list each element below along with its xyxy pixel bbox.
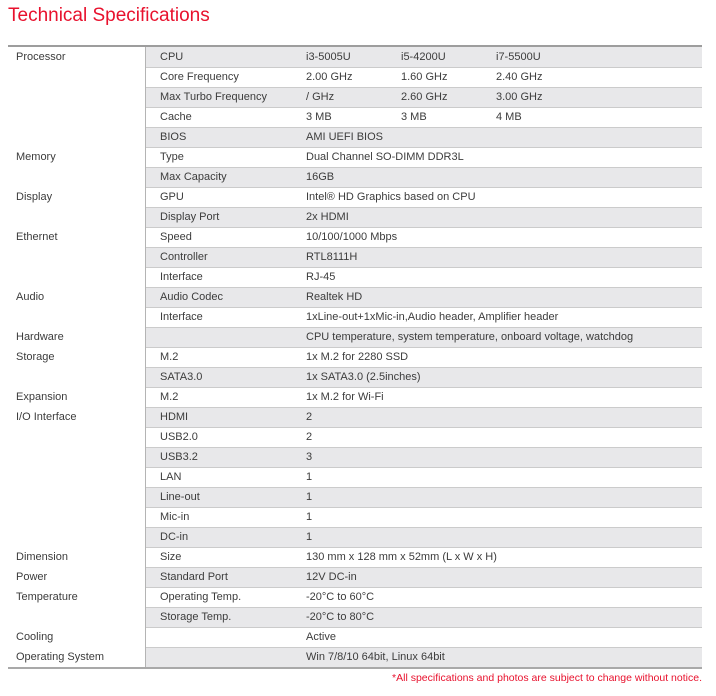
table-row: [8, 367, 702, 387]
category-cell: [8, 167, 145, 187]
spec-cells: [145, 327, 702, 347]
table-row: [8, 647, 702, 667]
spec-values: [306, 127, 702, 147]
category-cell: [8, 447, 145, 467]
spec-label: [146, 327, 306, 347]
spec-values: [306, 527, 702, 547]
spec-value: 1: [306, 531, 313, 543]
spec-values: [306, 287, 702, 307]
spec-label: Display Port: [160, 211, 220, 223]
spec-value: 2: [306, 411, 313, 423]
spec-cells: [145, 567, 702, 587]
spec-table: [8, 45, 702, 669]
spec-values: [306, 227, 702, 247]
spec-cells: [145, 427, 702, 447]
table-row: [8, 387, 702, 407]
spec-cells: [145, 447, 702, 467]
category-cell: [8, 427, 145, 447]
spec-value: 1.60 GHz: [401, 71, 448, 83]
category-cell: Processor: [8, 47, 145, 67]
table-row: [8, 527, 702, 547]
spec-cells: [145, 487, 702, 507]
spec-value: 2x HDMI: [306, 211, 349, 223]
spec-value: AMI UEFI BIOS: [306, 131, 384, 143]
spec-cells: [145, 347, 702, 367]
spec-cells: [145, 147, 702, 167]
page-title: Technical Specifications: [8, 5, 210, 26]
category-cell: [8, 267, 145, 287]
spec-cells: [145, 187, 702, 207]
spec-value: 130 mm x 128 mm x 52mm (L x W x H): [306, 551, 497, 563]
table-row: [8, 407, 702, 427]
category-cell: Cooling: [8, 627, 145, 647]
table-row: [8, 627, 702, 647]
spec-label: Line-out: [160, 491, 200, 503]
spec-cells: [145, 647, 702, 667]
spec-label: Type: [160, 151, 184, 163]
table-row: [8, 207, 702, 227]
spec-values: [306, 547, 702, 567]
spec-cells: [145, 587, 702, 607]
spec-label: [146, 627, 306, 647]
spec-value: 12V DC-in: [306, 571, 357, 583]
table-row: [8, 167, 702, 187]
spec-cells: [145, 367, 702, 387]
spec-value: Active: [306, 631, 336, 643]
spec-value: Intel® HD Graphics based on CPU: [306, 191, 476, 203]
category-cell: [8, 467, 145, 487]
spec-label: USB2.0: [160, 431, 198, 443]
spec-label: Standard Port: [160, 571, 228, 583]
table-row: [8, 507, 702, 527]
spec-value: 3 MB: [401, 111, 427, 123]
spec-values: [306, 387, 702, 407]
spec-value: -20°C to 60°C: [306, 591, 375, 603]
spec-label: Max Turbo Frequency: [160, 91, 267, 103]
spec-values: [306, 487, 702, 507]
spec-value: 1: [306, 471, 313, 483]
spec-values: [306, 327, 702, 347]
spec-value: 3: [306, 451, 313, 463]
spec-label: LAN: [160, 471, 182, 483]
spec-label: CPU: [160, 51, 184, 63]
spec-value: 3 MB: [306, 111, 332, 123]
spec-label: Interface: [160, 311, 203, 323]
spec-value: 1x M.2 for Wi-Fi: [306, 391, 384, 403]
spec-values: [306, 207, 702, 227]
spec-cells: [145, 627, 702, 647]
spec-value: Realtek HD: [306, 291, 363, 303]
table-row: [8, 447, 702, 467]
spec-value: 1: [306, 511, 313, 523]
spec-value: -20°C to 80°C: [306, 611, 375, 623]
spec-value: 2: [306, 431, 313, 443]
table-row: [8, 307, 702, 327]
category-cell: [8, 507, 145, 527]
spec-values: [306, 167, 702, 187]
spec-cells: [145, 387, 702, 407]
table-row: [8, 427, 702, 447]
spec-value: Dual Channel SO-DIMM DDR3L: [306, 151, 464, 163]
table-row: [8, 107, 702, 127]
table-row: [8, 267, 702, 287]
category-cell: Operating System: [8, 647, 145, 667]
table-row: [8, 327, 702, 347]
category-cell: [8, 307, 145, 327]
table-row: [8, 187, 702, 207]
spec-cells: [145, 527, 702, 547]
spec-values: [306, 467, 702, 487]
spec-values: [306, 627, 702, 647]
spec-value: Win 7/8/10 64bit, Linux 64bit: [306, 651, 445, 663]
spec-label: Storage Temp.: [160, 611, 232, 623]
table-row: [8, 147, 702, 167]
spec-value: 16GB: [306, 171, 335, 183]
spec-value: 2.00 GHz: [306, 71, 353, 83]
spec-label: USB3.2: [160, 451, 198, 463]
spec-values: [306, 427, 702, 447]
category-cell: Ethernet: [8, 227, 145, 247]
spec-value: 2.60 GHz: [401, 91, 448, 103]
category-cell: Display: [8, 187, 145, 207]
spec-cells: [145, 47, 702, 67]
table-row: [8, 47, 702, 67]
spec-values: [306, 187, 702, 207]
table-row: [8, 587, 702, 607]
spec-values: [306, 647, 702, 667]
spec-values: [306, 67, 702, 87]
spec-cells: [145, 467, 702, 487]
spec-label: Cache: [160, 111, 192, 123]
spec-cells: [145, 307, 702, 327]
table-row: [8, 547, 702, 567]
spec-value: 4 MB: [496, 111, 522, 123]
spec-label: Controller: [160, 251, 208, 263]
category-cell: Storage: [8, 347, 145, 367]
spec-cells: [145, 287, 702, 307]
category-cell: [8, 527, 145, 547]
spec-value: i5-4200U: [401, 51, 446, 63]
spec-value: 1x SATA3.0 (2.5inches): [306, 371, 421, 383]
table-row: [8, 247, 702, 267]
category-cell: [8, 247, 145, 267]
spec-label: Mic-in: [160, 511, 190, 523]
spec-label: Interface: [160, 271, 203, 283]
table-row: [8, 607, 702, 627]
table-row: [8, 487, 702, 507]
table-row: [8, 67, 702, 87]
spec-value: i3-5005U: [306, 51, 351, 63]
table-row: [8, 87, 702, 107]
spec-value: 1xLine-out+1xMic-in,Audio header, Amplifier header: [306, 311, 559, 323]
category-cell: [8, 207, 145, 227]
table-row: [8, 227, 702, 247]
category-cell: [8, 367, 145, 387]
spec-values: [306, 407, 702, 427]
spec-label: Speed: [160, 231, 192, 243]
spec-values: [306, 607, 702, 627]
category-cell: [8, 107, 145, 127]
category-cell: Dimension: [8, 547, 145, 567]
spec-cells: [145, 547, 702, 567]
spec-values: [306, 307, 702, 327]
spec-values: [306, 87, 702, 107]
spec-label: SATA3.0: [160, 371, 203, 383]
category-cell: I/O Interface: [8, 407, 145, 427]
category-cell: Audio: [8, 287, 145, 307]
spec-label: M.2: [160, 391, 179, 403]
spec-values: [306, 507, 702, 527]
spec-values: [306, 367, 702, 387]
spec-label: Operating Temp.: [160, 591, 242, 603]
spec-cells: [145, 107, 702, 127]
spec-cells: [145, 67, 702, 87]
spec-value: 1: [306, 491, 313, 503]
spec-label: GPU: [160, 191, 184, 203]
spec-value: RJ-45: [306, 271, 336, 283]
spec-label: Max Capacity: [160, 171, 227, 183]
category-cell: [8, 607, 145, 627]
spec-label: Audio Codec: [160, 291, 223, 303]
spec-value: / GHz: [306, 91, 335, 103]
spec-values: [306, 47, 702, 67]
spec-cells: [145, 507, 702, 527]
spec-label: Size: [160, 551, 182, 563]
table-row: [8, 567, 702, 587]
spec-cells: [145, 127, 702, 147]
spec-cells: [145, 227, 702, 247]
spec-label: Core Frequency: [160, 71, 239, 83]
table-row: [8, 127, 702, 147]
spec-values: [306, 447, 702, 467]
spec-value: i7-5500U: [496, 51, 541, 63]
spec-values: [306, 267, 702, 287]
table-row: [8, 347, 702, 367]
spec-values: [306, 247, 702, 267]
spec-cells: [145, 407, 702, 427]
spec-values: [306, 567, 702, 587]
table-row: [8, 287, 702, 307]
spec-value: 2.40 GHz: [496, 71, 543, 83]
category-cell: [8, 67, 145, 87]
spec-cells: [145, 167, 702, 187]
spec-values: [306, 147, 702, 167]
spec-label: HDMI: [160, 411, 189, 423]
table-row: [8, 467, 702, 487]
category-cell: [8, 87, 145, 107]
spec-label: [146, 647, 306, 667]
spec-cells: [145, 87, 702, 107]
spec-cells: [145, 207, 702, 227]
category-cell: Hardware: [8, 327, 145, 347]
spec-value: 3.00 GHz: [496, 91, 543, 103]
category-cell: Expansion: [8, 387, 145, 407]
spec-cells: [145, 267, 702, 287]
spec-values: [306, 587, 702, 607]
spec-cells: [145, 247, 702, 267]
spec-label: M.2: [160, 351, 179, 363]
spec-value: RTL8111H: [306, 251, 358, 263]
spec-label: BIOS: [160, 131, 187, 143]
category-cell: Temperature: [8, 587, 145, 607]
spec-value: 10/100/1000 Mbps: [306, 231, 398, 243]
spec-value: 1x M.2 for 2280 SSD: [306, 351, 409, 363]
category-cell: Power: [8, 567, 145, 587]
category-cell: [8, 127, 145, 147]
spec-cells: [145, 607, 702, 627]
spec-value: CPU temperature, system temperature, onboard voltage, watchdog: [306, 331, 634, 343]
category-cell: Memory: [8, 147, 145, 167]
spec-values: [306, 107, 702, 127]
category-cell: [8, 487, 145, 507]
disclaimer-footnote: *All specifications and photos are subject to change without notice.: [392, 672, 702, 684]
spec-values: [306, 347, 702, 367]
spec-label: DC-in: [160, 531, 189, 543]
